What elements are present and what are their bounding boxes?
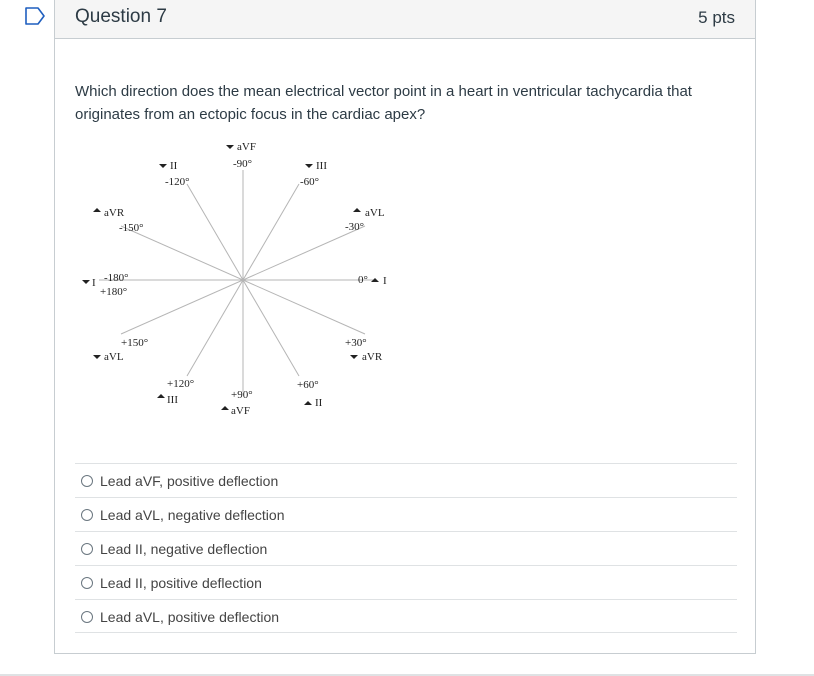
- triangle-up-icon: [221, 406, 229, 410]
- label-i-right: I: [383, 275, 387, 287]
- answer-option[interactable]: [75, 531, 737, 565]
- triangle-up-icon: [353, 208, 361, 212]
- question-points: 5 pts: [698, 8, 735, 27]
- label-deg-minus-60: -60°: [300, 176, 320, 188]
- label-deg-0: 0°: [358, 274, 368, 286]
- answer-label[interactable]: Lead aVL, negative deflection: [100, 507, 285, 523]
- triangle-down-icon: [350, 355, 358, 359]
- label-deg-plus-90: +90°: [231, 389, 253, 401]
- label-avl-right: aVL: [365, 207, 385, 219]
- label-deg-minus-120: -120°: [165, 176, 190, 188]
- label-avr-right: aVR: [362, 351, 383, 363]
- label-deg-minus-30: -30°: [345, 221, 365, 233]
- label-deg-minus-90: -90°: [233, 158, 253, 170]
- label-deg-plus-30: +30°: [345, 337, 367, 349]
- label-iii-bottom: III: [167, 394, 178, 406]
- radio-button[interactable]: [81, 577, 93, 589]
- label-deg-minus-150: -150°: [119, 222, 144, 234]
- triangle-down-icon: [159, 164, 167, 168]
- answer-option[interactable]: [75, 497, 737, 531]
- radio-button[interactable]: [81, 475, 93, 487]
- label-avf-bottom: aVF: [231, 405, 250, 417]
- question-card: [54, 0, 756, 654]
- answer-list: [75, 463, 737, 633]
- label-avr-left: aVR: [104, 207, 125, 219]
- answer-label[interactable]: Lead aVL, positive deflection: [100, 609, 280, 625]
- label-avf-top: aVF: [237, 141, 256, 153]
- radio-button[interactable]: [81, 509, 93, 521]
- triangle-down-icon: [93, 355, 101, 359]
- triangle-down-icon: [226, 145, 234, 149]
- hexaxial-reference-diagram: [79, 136, 399, 426]
- answer-option[interactable]: [75, 565, 737, 599]
- label-deg-plus-150: +150°: [121, 337, 149, 349]
- triangle-up-icon: [157, 394, 165, 398]
- triangle-up-icon: [304, 401, 312, 405]
- triangle-down-icon: [305, 164, 313, 168]
- question-text: Which direction does the mean electrical vector point in a heart in ventricular tachycardia that originates from an ectopic focus in the cardiac apex?: [75, 83, 692, 123]
- label-ii-top: II: [170, 160, 178, 172]
- triangle-down-icon: [82, 280, 90, 284]
- label-deg-plus-180: +180°: [100, 286, 128, 298]
- label-deg-minus-180: -180°: [104, 272, 129, 284]
- question-title: Question 7: [75, 6, 167, 27]
- label-deg-plus-60: +60°: [297, 379, 319, 391]
- label-iii-top: III: [316, 160, 327, 172]
- question-header: [55, 0, 755, 39]
- label-deg-plus-120: +120°: [167, 378, 195, 390]
- label-i-left: I: [92, 277, 96, 289]
- flag-question-icon[interactable]: [24, 6, 48, 26]
- radio-button[interactable]: [81, 611, 93, 623]
- label-ii-bottom: II: [315, 397, 323, 409]
- answer-option[interactable]: [75, 463, 737, 497]
- label-avl-left: aVL: [104, 351, 124, 363]
- radio-button[interactable]: [81, 543, 93, 555]
- answer-label[interactable]: Lead aVF, positive deflection: [100, 473, 279, 489]
- triangle-up-icon: [93, 208, 101, 212]
- answer-label[interactable]: Lead II, negative deflection: [100, 541, 268, 557]
- answer-label[interactable]: Lead II, positive deflection: [100, 575, 262, 591]
- answer-option[interactable]: [75, 599, 737, 633]
